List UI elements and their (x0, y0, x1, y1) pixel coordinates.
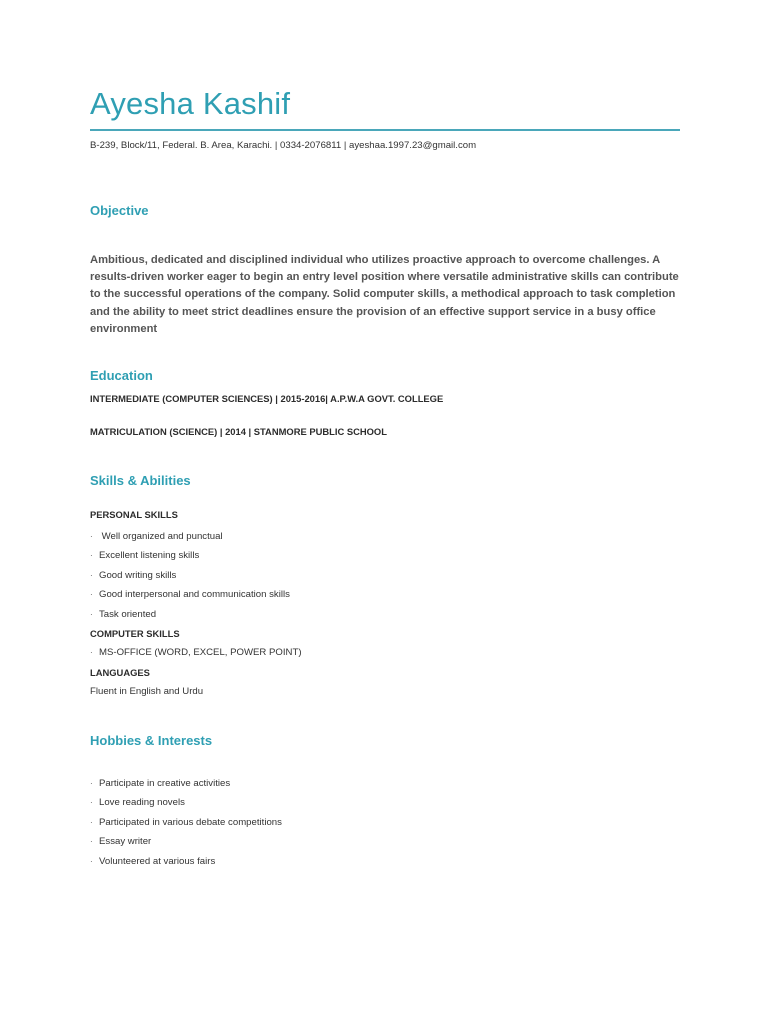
computer-skills-list (90, 643, 302, 662)
objective-heading: Objective (90, 203, 149, 218)
hobbies-list (90, 774, 282, 871)
bullet-icon: · (90, 590, 93, 600)
list-item: · Excellent listening skills (90, 546, 290, 565)
bullet-icon: · (90, 817, 93, 827)
personal-skills-list (90, 527, 290, 624)
bullet-icon: · (90, 551, 93, 561)
education-entry-matriculation: MATRICULATION (SCIENCE) | 2014 | STANMORE PUBLIC SCHOOL (90, 426, 387, 437)
list-item: · Participated in various debate competitions (90, 813, 282, 832)
languages-title: LANGUAGES (90, 667, 150, 678)
header-divider (90, 129, 680, 131)
list-item: · Essay writer (90, 832, 282, 851)
list-item: · MS-OFFICE (WORD, EXCEL, POWER POINT) (90, 643, 302, 662)
list-item: · Good interpersonal and communication skills (90, 585, 290, 604)
bullet-icon: · (90, 856, 93, 866)
bullet-icon: · (90, 837, 93, 847)
hobbies-heading: Hobbies & Interests (90, 733, 213, 748)
bullet-icon: · (90, 798, 93, 808)
list-item: · Volunteered at various fairs (90, 852, 282, 871)
personal-skills-title: PERSONAL SKILLS (90, 509, 178, 520)
list-item: · Well organized and punctual (90, 527, 290, 546)
education-entry-intermediate: INTERMEDIATE (COMPUTER SCIENCES) | 2015-2016| A.P.W.A GOVT. COLLEGE (90, 393, 444, 404)
education-heading: Education (90, 368, 153, 383)
skills-heading: Skills & Abilities (90, 473, 191, 488)
list-item: · Love reading novels (90, 793, 282, 812)
bullet-icon: · (90, 779, 93, 788)
bullet-icon: · (90, 609, 93, 619)
candidate-name: Ayesha Kashif (90, 86, 291, 121)
computer-skills-title: COMPUTER SKILLS (90, 628, 180, 639)
list-item: · Participate in creative activities (90, 774, 282, 793)
bullet-icon: · (90, 570, 93, 580)
list-item: · Task oriented (90, 605, 290, 624)
objective-text: Ambitious, dedicated and disciplined individual who utilizes proactive approach to overcome challenges. A results-driven worker eager to begin an entry level position where versatile administrative skills can contribute to the successful operations of the company. Solid computer skills, a methodical approach to task completion and the ability to meet strict deadlines ensure the provision of an effective support service in a busy office environment (90, 254, 679, 335)
bullet-icon: · (90, 532, 93, 541)
languages-text: Fluent in English and Urdu (90, 686, 204, 697)
contact-line: B-239, Block/11, Federal. B. Area, Karachi. | 0334-2076811 | ayeshaa.1997.23@gmail.com (90, 140, 477, 151)
bullet-icon: · (90, 648, 93, 657)
list-item: · Good writing skills (90, 566, 290, 585)
